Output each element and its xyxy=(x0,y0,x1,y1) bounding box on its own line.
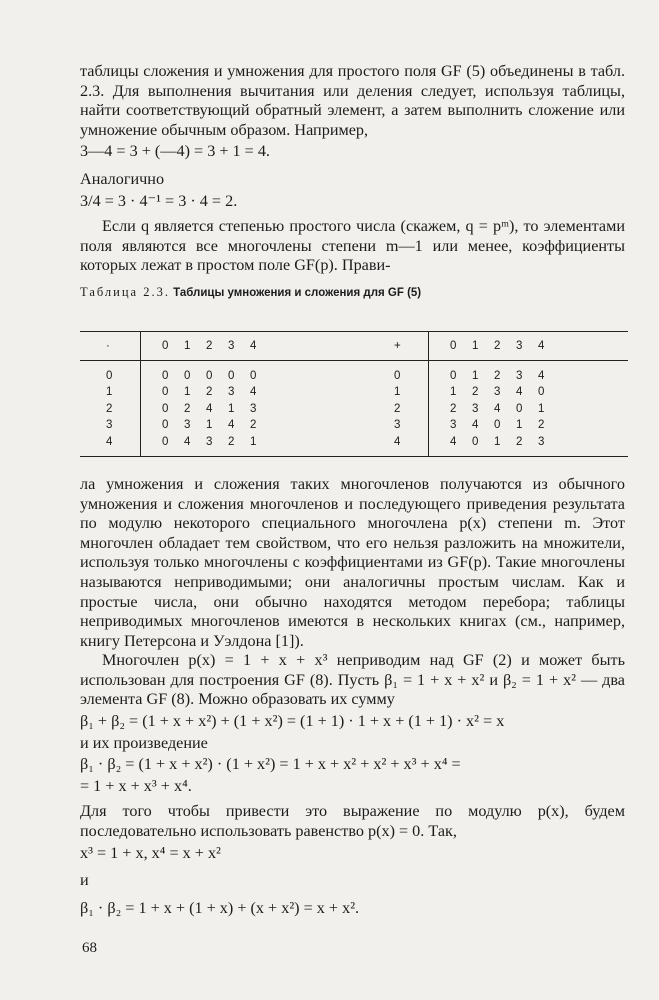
add-cell: 1 xyxy=(516,419,523,432)
add-col-header: 3 xyxy=(516,339,523,352)
text-and-product: и их произведение xyxy=(80,733,208,752)
table-caption xyxy=(80,284,625,301)
add-cell: 1 xyxy=(494,435,501,448)
mult-col-header: 2 xyxy=(206,339,213,352)
add-cell: 0 xyxy=(516,402,523,415)
mult-cell: 0 xyxy=(162,369,169,382)
mult-cell: 1 xyxy=(228,402,235,415)
add-cell: 0 xyxy=(494,419,501,432)
mult-cell: 4 xyxy=(206,402,213,415)
add-row-label: 2 xyxy=(394,402,401,415)
text-similarly: Аналогично xyxy=(80,169,165,188)
add-cell: 1 xyxy=(450,386,457,399)
mult-cell: 0 xyxy=(206,369,213,382)
mult-row-label: 2 xyxy=(106,402,113,415)
mult-cell: 1 xyxy=(184,386,191,399)
add-col-header: 0 xyxy=(450,339,457,352)
mult-cell: 2 xyxy=(184,402,191,415)
add-cell: 3 xyxy=(516,369,523,382)
add-cell: 0 xyxy=(450,369,457,382)
add-cell: 2 xyxy=(450,402,457,415)
add-row-label: 4 xyxy=(394,435,401,448)
add-cell: 3 xyxy=(450,419,457,432)
table-caption-label: Таблица 2.3. xyxy=(80,284,170,299)
paragraph-polynomial-rules: ла умножения и сложения таких многочленов получаются из обычного умножения и сложения многочленов и последующего приведения результата по модулю некоторого специального многочлена p(x) степени m. Этот многочлен обладает тем свойством, что его нельзя разложить на множители, используя только многочлены с коэффициентами из GF(p). Такие многочлены называются неприводимыми; они аналогичны простым числам. Как и простые числа, они обычно находятся методом перебора; таблицы неприводимых многочленов имеются в нескольких книгах (см., например, книгу Петерсона и Уэлдона [1]). xyxy=(80,474,625,650)
add-cell: 4 xyxy=(450,435,457,448)
equation-reduced-product: β₁ · β₂ = 1 + x + (1 + x) + (x + x²) = x + x². xyxy=(80,898,360,917)
mult-cell: 4 xyxy=(250,386,257,399)
mult-col-header: 4 xyxy=(250,339,257,352)
equation-division: 3/4 = 3 · 4⁻¹ = 3 · 4 = 2. xyxy=(80,191,238,210)
mult-cell: 2 xyxy=(206,386,213,399)
add-cell: 4 xyxy=(538,369,545,382)
add-op-symbol: + xyxy=(394,339,401,352)
mult-cell: 0 xyxy=(162,435,169,448)
table-caption-title: Таблицы умножения и сложения для GF (5) xyxy=(173,286,422,299)
add-cell: 4 xyxy=(472,419,479,432)
add-cell: 1 xyxy=(472,369,479,382)
mult-table-divider xyxy=(140,332,141,456)
mult-cell: 0 xyxy=(162,419,169,432)
add-cell: 3 xyxy=(472,402,479,415)
mult-row-label: 1 xyxy=(106,386,113,399)
add-cell: 2 xyxy=(472,386,479,399)
mult-cell: 3 xyxy=(250,402,257,415)
mult-cell: 3 xyxy=(184,419,191,432)
add-cell: 2 xyxy=(516,435,523,448)
mult-cell: 4 xyxy=(184,435,191,448)
add-cell: 4 xyxy=(516,386,523,399)
mult-row-label: 4 xyxy=(106,435,113,448)
header-rule xyxy=(80,360,628,361)
equation-product-result: = 1 + x + x³ + x⁴. xyxy=(80,776,192,795)
equation-subtraction: 3—4 = 3 + (—4) = 3 + 1 = 4. xyxy=(80,142,270,161)
mult-cell: 0 xyxy=(250,369,257,382)
equation-powers: x³ = 1 + x, x⁴ = x + x² xyxy=(80,843,221,862)
mult-cell: 1 xyxy=(250,435,257,448)
add-col-header: 2 xyxy=(494,339,501,352)
add-col-header: 4 xyxy=(538,339,545,352)
mult-cell: 2 xyxy=(250,419,257,432)
add-cell: 3 xyxy=(494,386,501,399)
paragraph-intro: таблицы сложения и умножения для простого поля GF (5) объединены в табл. 2.3. Для выполнения вычитания или деления следует, используя таблицы, найти соответствующий обратный элемент, а затем выполнить сложение или умножение обычным образом. Например, xyxy=(80,62,625,139)
mult-cell: 3 xyxy=(206,435,213,448)
add-cell: 0 xyxy=(538,386,545,399)
add-table-divider xyxy=(428,332,429,456)
add-cell: 4 xyxy=(494,402,501,415)
add-col-header: 1 xyxy=(472,339,479,352)
mult-row-label: 3 xyxy=(106,419,113,432)
add-cell: 0 xyxy=(472,435,479,448)
add-row-label: 0 xyxy=(394,369,401,382)
mult-cell: 4 xyxy=(228,419,235,432)
mult-cell: 0 xyxy=(184,369,191,382)
mult-row-label: 0 xyxy=(106,369,113,382)
mult-col-header: 1 xyxy=(184,339,191,352)
mult-col-header: 0 xyxy=(162,339,169,352)
page-number: 68 xyxy=(82,940,97,956)
add-cell: 1 xyxy=(538,402,545,415)
mult-cell: 0 xyxy=(228,369,235,382)
add-cell: 2 xyxy=(538,419,545,432)
mult-cell: 3 xyxy=(228,386,235,399)
mult-col-header: 3 xyxy=(228,339,235,352)
paragraph-reduction: Для того чтобы привести это выражение по модулю p(x), будем последовательно использовать равенство p(x) = 0. Так, xyxy=(80,802,625,841)
mult-cell: 1 xyxy=(206,419,213,432)
gf5-tables xyxy=(80,331,628,457)
mult-cell: 0 xyxy=(162,386,169,399)
mult-op-symbol: · xyxy=(106,339,110,352)
text-and: и xyxy=(80,871,89,890)
equation-sum: β₁ + β₂ = (1 + x + x²) + (1 + x²) = (1 + 1) · 1 + x + (1 + 1) · x² = x xyxy=(80,712,505,731)
paragraph-irreducible-example: Многочлен p(x) = 1 + x + x³ неприводим над GF (2) и может быть использован для построения GF (8). Пусть β₁ = 1 + x + x² и β₂ = 1 + x² — два элемента GF (8). Можно образовать их сумму xyxy=(80,651,625,709)
page-body xyxy=(80,62,625,918)
add-row-label: 3 xyxy=(394,419,401,432)
mult-cell: 0 xyxy=(162,402,169,415)
equation-product: β₁ · β₂ = (1 + x + x²) · (1 + x²) = 1 + x + x² + x² + x³ + x⁴ = xyxy=(80,755,461,774)
paragraph-prime-power: Если q является степенью простого числа (скажем, q = pᵐ), то элементами поля являются все многочлены степени m—1 или менее, коэффициенты которых лежат в простом поле GF(p). Прави- xyxy=(80,217,625,275)
mult-cell: 2 xyxy=(228,435,235,448)
add-cell: 2 xyxy=(494,369,501,382)
add-cell: 3 xyxy=(538,435,545,448)
add-row-label: 1 xyxy=(394,386,401,399)
